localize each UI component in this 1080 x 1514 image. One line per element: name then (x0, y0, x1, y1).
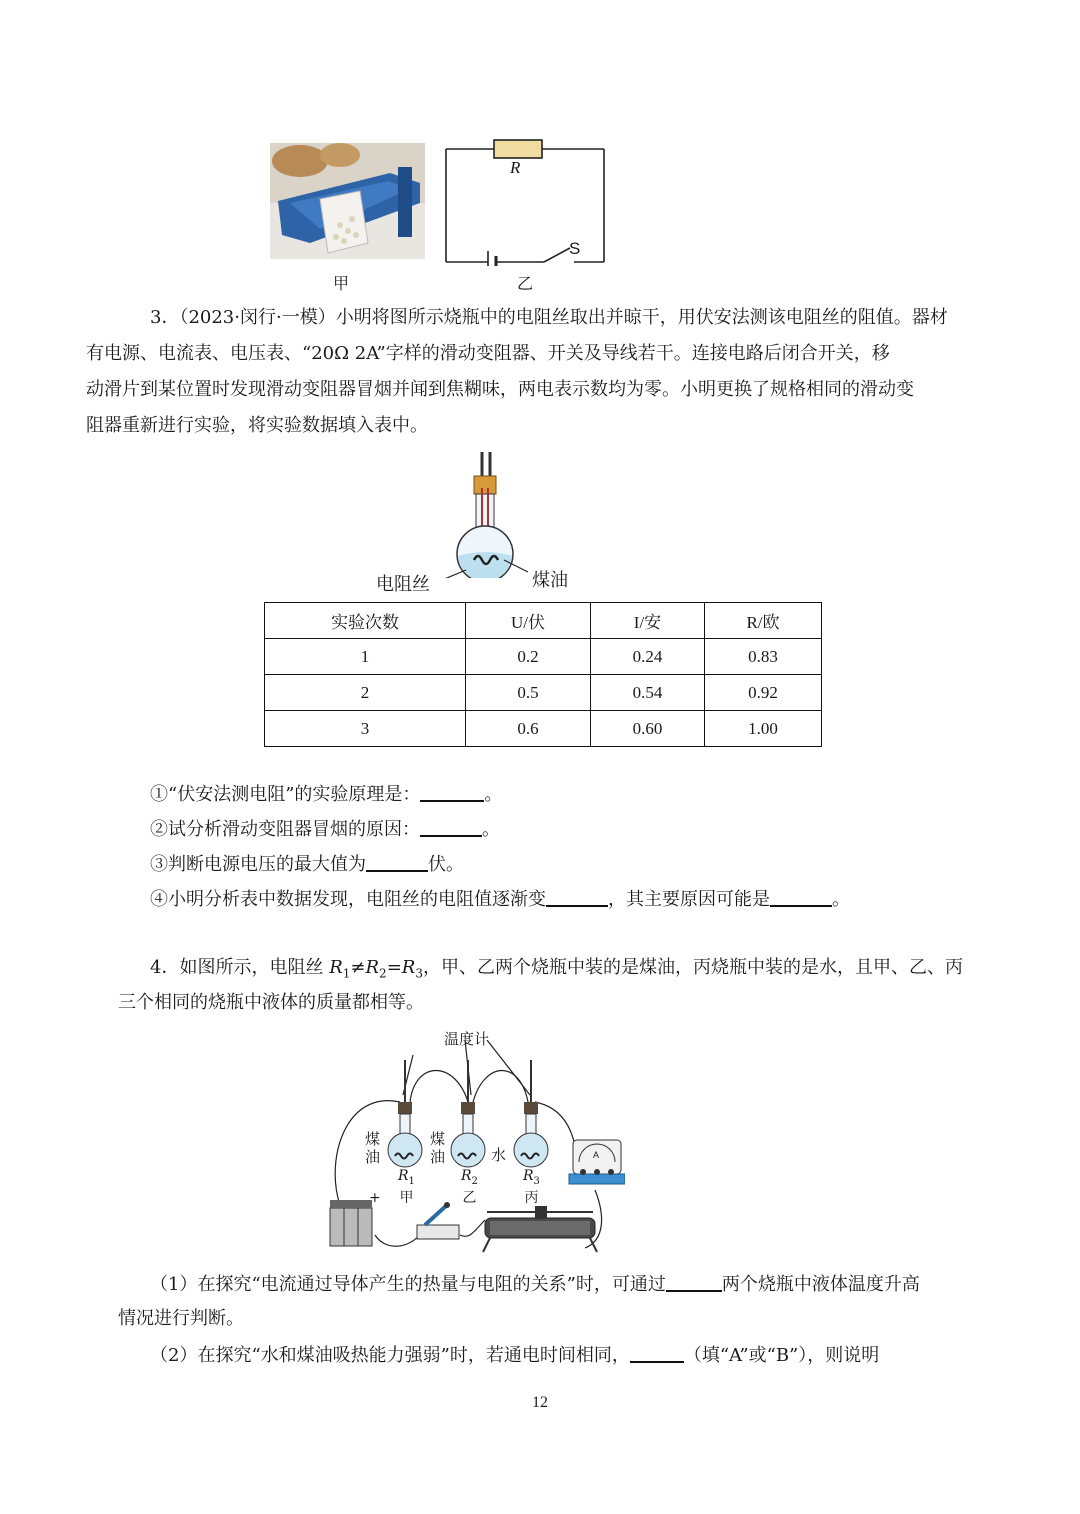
flask-label-oil: 煤油 (532, 570, 568, 591)
flask-r1 (388, 1060, 422, 1167)
oil-label-2b: 油 (430, 1148, 446, 1166)
r1-subscript: 1 (342, 966, 351, 981)
resistor-label: R (510, 158, 521, 177)
header-resistance: R/欧 (705, 603, 822, 639)
q3-sub-3-text: ③判断电源电压的最大值为 (150, 854, 366, 875)
q3-sub-3 (150, 852, 464, 877)
q3-paragraph (86, 300, 968, 444)
neq-symbol: ≠ (350, 957, 366, 978)
oil-label-2a: 煤 (430, 1130, 446, 1148)
figure-caption-jia: 甲 (333, 274, 350, 293)
q4-line-1 (150, 956, 963, 986)
q4-part-2 (150, 1343, 879, 1368)
answer-blank-4[interactable] (546, 887, 608, 907)
yi-label: 乙 (462, 1189, 477, 1206)
q4-part-1 (150, 1272, 920, 1297)
q4-line-1-start: 4．如图所示，电阻丝 (150, 957, 330, 978)
r3-fig-letter: R (523, 1168, 534, 1184)
header-voltage: U/伏 (466, 603, 591, 639)
r1-fig-label (398, 1168, 415, 1206)
table-cell: 1 (265, 639, 466, 675)
r2-subscript: 2 (379, 966, 387, 981)
flask-figure (440, 448, 530, 578)
flask-r2 (451, 1060, 485, 1167)
q3-sub-4 (150, 887, 850, 912)
r3-subscript: 3 (415, 966, 423, 981)
oil-label-1 (365, 1130, 380, 1166)
q3-sub-1-end: 。 (484, 784, 503, 805)
flask-r3 (514, 1060, 548, 1167)
oil-label-1b: 油 (365, 1148, 381, 1166)
q3-sub-1 (150, 782, 502, 807)
q3-line-2: 有电源、电流表、电压表、“20Ω 2A”字样的滑动变阻器、开关及导线若干。连接电路后闭合开关，移 (86, 343, 890, 364)
q4-part-1-mid: 两个烧瓶中液体温度升高 (721, 1274, 920, 1295)
table-row (265, 675, 822, 711)
r1-fig-sub: 1 (408, 1175, 415, 1187)
header-trial: 实验次数 (265, 603, 466, 639)
table-cell: 0.24 (591, 639, 705, 675)
table-cell: 0.6 (466, 711, 591, 747)
r2-fig-sub: 2 (471, 1175, 478, 1187)
r3-fig-sub: 3 (533, 1175, 540, 1187)
header-current: I/安 (591, 603, 705, 639)
q4-part-1-text: （1）在探究“电流通过导体产生的热量与电阻的关系”时，可通过 (150, 1274, 666, 1295)
r2-fig-letter: R (461, 1168, 472, 1184)
table-cell: 0.54 (591, 675, 705, 711)
r3-symbol: R (401, 957, 416, 978)
data-table (264, 602, 822, 747)
table-cell: 3 (265, 711, 466, 747)
q3-sub-2-text: ②试分析滑动变阻器冒烟的原因： (150, 819, 420, 840)
q3-sub-2 (150, 817, 500, 842)
q3-line-4: 阻器重新进行实验，将实验数据填入表中。 (86, 415, 428, 436)
table-row (265, 639, 822, 675)
answer-blank-7[interactable] (630, 1343, 684, 1363)
q4-part-2-end: （填“A”或“B”），则说明 (683, 1345, 880, 1366)
q3-sub-4-mid: ，其主要原因可能是 (608, 889, 770, 910)
table-row (265, 711, 822, 747)
table-cell: 0.2 (466, 639, 591, 675)
q3-sub-4-end: 。 (832, 889, 850, 910)
q3-line-3: 动滑片到某位置时发现滑动变阻器冒烟并闻到焦糊味，两电表示数均为零。小明更换了规格相同的滑动变 (86, 379, 914, 400)
q4-line-1-end: ，甲、乙两个烧瓶中装的是煤油，丙烧瓶中装的是水，且甲、乙、丙 (422, 957, 963, 978)
answer-blank-6[interactable] (666, 1272, 722, 1292)
eq-symbol: = (386, 957, 402, 978)
table-cell: 0.83 (705, 639, 822, 675)
q3-sub-3-end: 伏。 (428, 854, 464, 875)
battery-plus-label: + (369, 1190, 381, 1206)
flask-label-wire: 电阻丝 (376, 574, 430, 595)
thermometer-label: 温度计 (444, 1030, 490, 1048)
q3-sub-2-end: 。 (482, 819, 500, 840)
sealer-photo (270, 143, 425, 259)
table-cell: 0.92 (705, 675, 822, 711)
table-cell: 0.5 (466, 675, 591, 711)
bing-label: 丙 (524, 1189, 539, 1206)
table-cell: 0.60 (591, 711, 705, 747)
r3-fig-label (523, 1168, 540, 1206)
answer-blank-2[interactable] (420, 817, 482, 837)
q4-line-2: 三个相同的烧瓶中液体的质量都相等。 (118, 992, 424, 1013)
q4-part-2-text: （2）在探究“水和煤油吸热能力强弱”时，若通电时间相同， (150, 1345, 630, 1366)
answer-blank-5[interactable] (770, 887, 832, 907)
circuit-diagram (440, 136, 610, 266)
table-cell: 2 (265, 675, 466, 711)
page-number: 12 (532, 1394, 548, 1411)
table-header-row (265, 603, 822, 639)
q3-line-1: 3．（2023·闵行·一模）小明将图所示烧瓶中的电阻丝取出并晾干，用伏安法测该电阻丝的阻值。器材 (150, 307, 948, 328)
water-label: 水 (491, 1146, 507, 1164)
q4-part-1-cont: 情况进行判断。 (118, 1308, 244, 1329)
jia-label: 甲 (399, 1189, 414, 1206)
q3-sub-1-text: ①“伏安法测电阻”的实验原理是： (150, 784, 421, 805)
ammeter-label: A (593, 1150, 600, 1160)
r2-fig-label (461, 1168, 478, 1206)
r1-symbol: R (329, 957, 343, 978)
answer-blank-1[interactable] (420, 782, 484, 802)
r2-symbol: R (365, 957, 380, 978)
oil-label-2 (430, 1130, 445, 1166)
table-cell: 1.00 (705, 711, 822, 747)
r1-fig-letter: R (398, 1168, 409, 1184)
figure-caption-yi: 乙 (517, 274, 534, 293)
q3-sub-4-text: ④小明分析表中数据发现，电阻丝的电阻值逐渐变 (150, 889, 546, 910)
switch-label: S (569, 239, 581, 258)
oil-label-1a: 煤 (365, 1130, 381, 1148)
answer-blank-3[interactable] (366, 852, 428, 872)
